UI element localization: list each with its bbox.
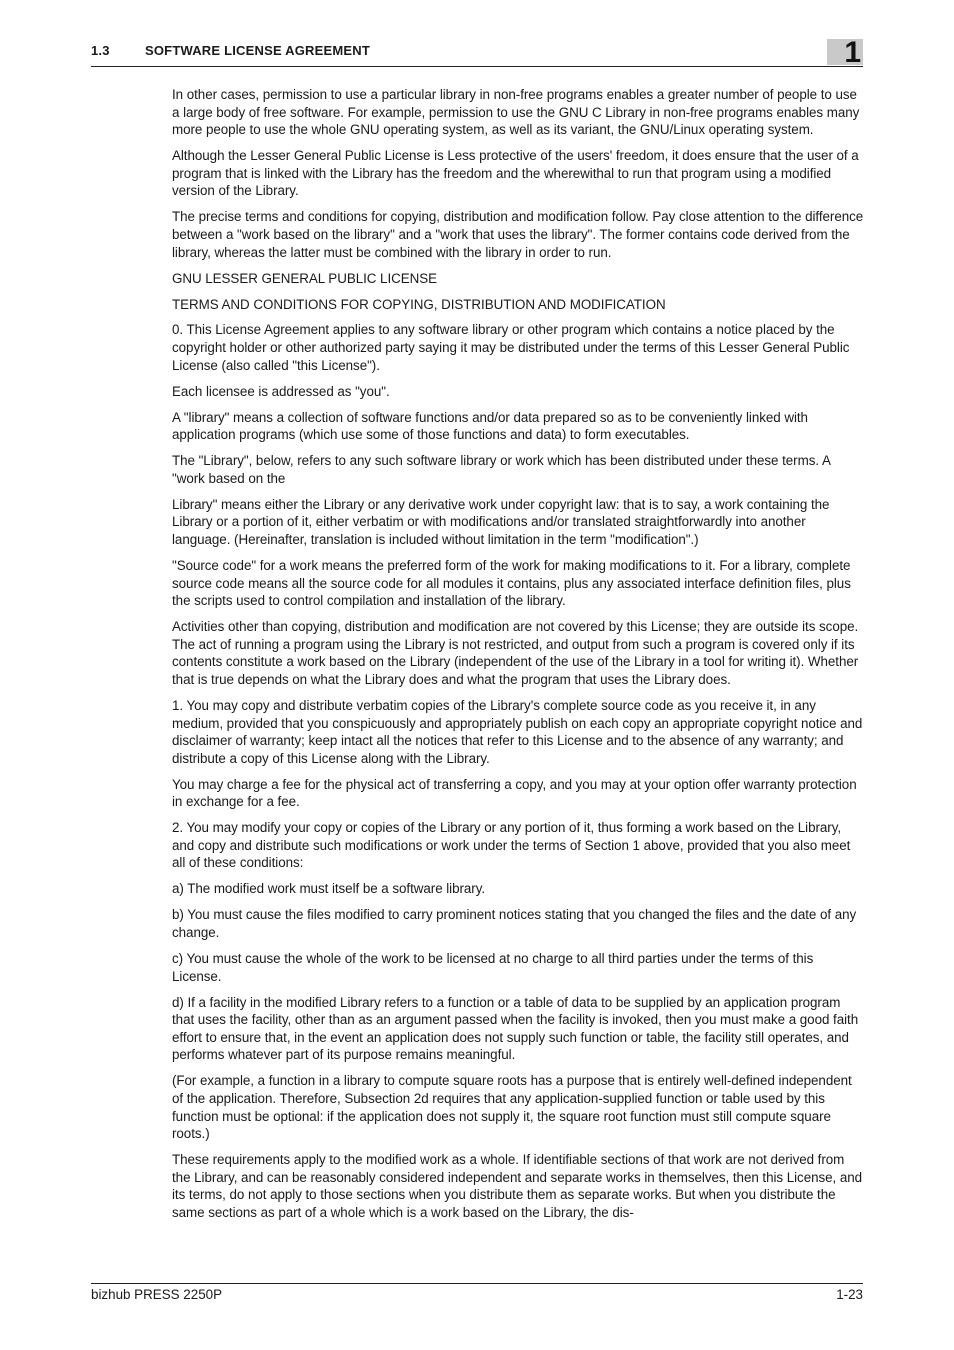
footer-divider: [91, 1283, 863, 1284]
paragraph: c) You must cause the whole of the work to be licensed at no charge to all third parties under the terms of this License.: [172, 950, 814, 984]
paragraph: b) You must cause the files modified to carry prominent notices stating that you changed the files and the date of any change.: [172, 907, 857, 940]
section-title: SOFTWARE LICENSE AGREEMENT: [145, 43, 371, 58]
paragraph: Activities other than copying, distribution and modification are not covered by this License; they are outside its scope. The act of running a program using the Library is not restricted, and output from such a program is covered only if its contents constitute a work based on the Library (independent of the use of the Library in a tool for writing it). Whether that is true depends on what the Library does and what the program that uses the Library does.: [172, 619, 859, 687]
paragraph: You may charge a fee for the physical act of transferring a copy, and you may at your option offer warranty protection in exchange for a fee.: [172, 776, 857, 810]
paragraph: The precise terms and conditions for copying, distribution and modification follow. Pay close attention to the difference between a "work based on the library" and a "work that uses the library". The former contains code derived from the library, whereas the latter must be combined with the library in order to run.: [172, 209, 864, 260]
paragraph: 2. You may modify your copy or copies of the Library or any portion of it, thus forming a work based on the Library, and copy and distribute such modifications or work under the terms of Section 1 above, provided that you also meet all of these conditions:: [172, 820, 851, 871]
paragraph: "Source code" for a work means the preferred form of the work for making modifications to it. For a library, complete source code means all the source code for all modules it contains, plus any associated interface definition files, plus the scripts used to control compilation and installation of the library.: [172, 557, 851, 609]
chapter-number: 1: [844, 36, 861, 69]
paragraph: Each licensee is addressed as "you".: [172, 383, 390, 399]
section-number: 1.3: [91, 43, 110, 58]
license-heading: GNU LESSER GENERAL PUBLIC LICENSE: [172, 270, 438, 286]
product-name: bizhub PRESS 2250P: [91, 1287, 223, 1302]
paragraph: 0. This License Agreement applies to any software library or other program which contains a notice placed by the copyright holder or other authorized party saying it may be distributed under the terms of this Lesser General Public License (also called "this License").: [172, 322, 850, 373]
paragraph: A "library" means a collection of software functions and/or data prepared so as to be conveniently linked with application programs (which use some of those functions and data) to form executables.: [172, 409, 808, 443]
paragraph: In other cases, permission to use a particular library in non-free programs enables a greater number of people to use a large body of free software. For example, permission to use the GNU C Library in non-free programs enables many more people to use the whole GNU operating system, as well as its variant, the GNU/Linux operating system.: [172, 87, 860, 138]
terms-heading: TERMS AND CONDITIONS FOR COPYING, DISTRIBUTION AND MODIFICATION: [172, 296, 666, 312]
paragraph: The "Library", below, refers to any such software library or work which has been distributed under these terms. A "work based on the: [172, 453, 831, 486]
paragraph: These requirements apply to the modified work as a whole. If identifiable sections of that work are not derived from the Library, and can be reasonably considered independent and separate works in themselves, then this License, and its terms, do not apply to those sections when you distribute them as separate works. But when you distribute the same sections as part of a whole which is a work based on the Library, the dis-: [172, 1152, 863, 1220]
header-divider: [91, 66, 863, 67]
body-text: [172, 86, 864, 1230]
page-header: [91, 36, 863, 69]
paragraph: d) If a facility in the modified Library refers to a function or a table of data to be supplied by an application program that uses the facility, other than as an argument passed when the facility is invoked, then you must make a good faith effort to ensure that, in the event an application does not supply such function or table, the facility still operates, and performs whatever part of its purpose remains meaningful.: [172, 994, 859, 1063]
paragraph: Although the Lesser General Public License is Less protective of the users' freedom, it does ensure that the user of a program that is linked with the Library has the freedom and the wherewithal to run that program using a modified version of the Library.: [172, 148, 859, 199]
paragraph: a) The modified work must itself be a software library.: [172, 881, 486, 897]
page-number: 1-23: [836, 1287, 863, 1302]
paragraph: 1. You may copy and distribute verbatim copies of the Library's complete source code as you receive it, in any medium, provided that you conspicuously and appropriately publish on each copy an appropriate copyright notice and disclaimer of warranty; keep intact all the notices that refer to this License and to the absence of any warranty; and distribute a copy of this License along with the Library.: [172, 697, 863, 766]
paragraph: (For example, a function in a library to compute square roots has a purpose that is entirely well-defined independent of the application. Therefore, Subsection 2d requires that any application-supplied function or table used by this function must be optional: if the application does not supply it, the square root function must still compute square roots.): [172, 1073, 852, 1142]
paragraph: Library" means either the Library or any derivative work under copyright law: that is to say, a work containing the Library or a portion of it, either verbatim or with modifications and/or translated straightforwardly into another language. (Hereinafter, translation is included without limitation in the term "modification".): [172, 496, 830, 547]
